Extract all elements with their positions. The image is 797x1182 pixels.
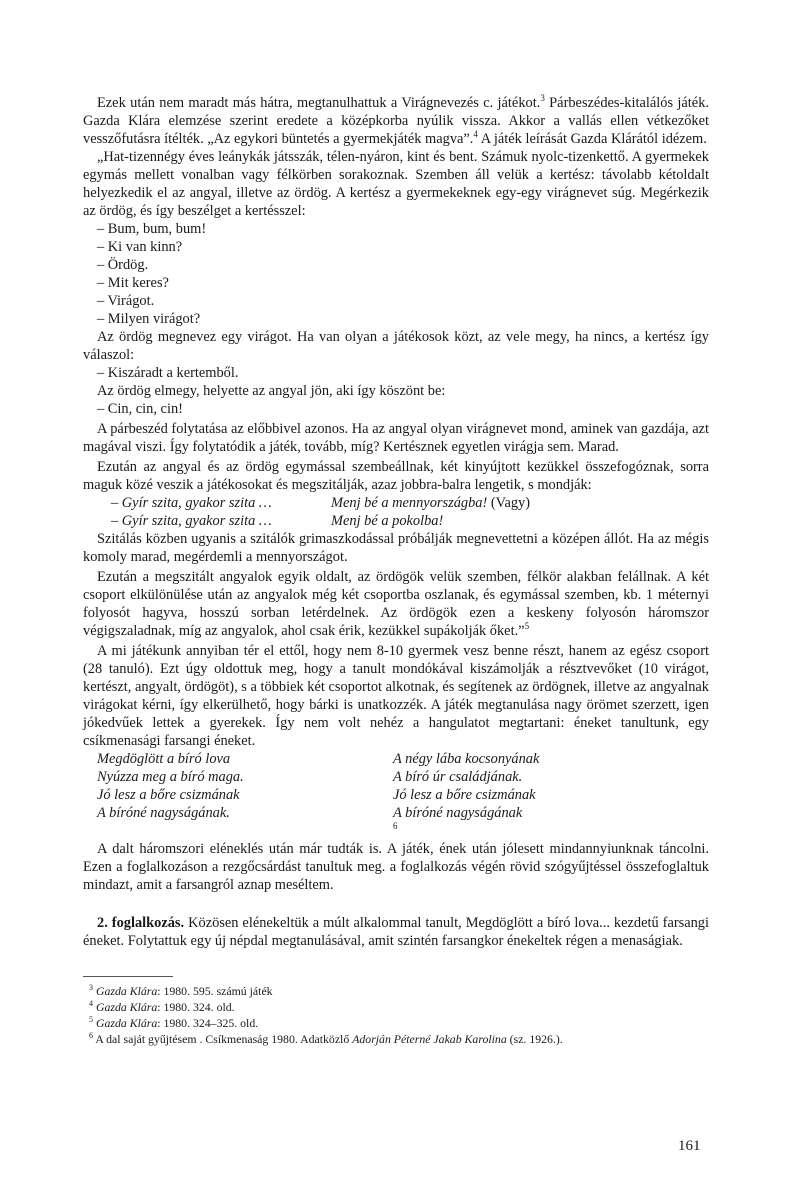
paragraph: A mi játékunk annyiban tér el ettől, hogy nem 8-10 gyermek vesz benne részt, hanem az egész csoport (28 tanuló). Ezt úgy oldottuk meg, hogy a tanult mondókával kiszámolják a résztvevőket (10 virágot, kertészt, angyalt, ördögöt), s a többiek két csoportot alkotnak, és segítenek az ördögnek, illetve az angyalnak virágokat kérni, így elkerülhető, hogy bárki is unatkozzék. A játék megtanulása nagy örömet szerzett, igen jókedvűek lettek a gyerekek. Így nem volt nehéz a hangulatot megtartani: éneket tanultunk, egy csíkmenasági farsangi éneket. bbox=[83, 643, 709, 749]
footnote bbox=[83, 999, 709, 1015]
section-heading: 2. foglalkozás. bbox=[97, 915, 185, 931]
footnote bbox=[83, 983, 709, 999]
footnote-ref[interactable]: 5 bbox=[524, 621, 530, 631]
dialogue-line: – Ördög. bbox=[97, 257, 149, 273]
song-lyrics bbox=[97, 750, 709, 840]
footnote-text: : 1980. 595. számú játék bbox=[157, 984, 273, 998]
footnote-ref[interactable]: 6 bbox=[393, 821, 398, 831]
text: Közösen elénekeltük a múlt alkalommal tanult, Megdöglött a bíró lova... kezdetű farsangi éneket. Folytattuk egy új népdal megtanulásával, amit szintén farsangkor énekeltek régen a menaságiak. bbox=[83, 915, 709, 949]
paragraph bbox=[83, 94, 709, 148]
text: Párbeszédes-kitalálós játék. Gazda Klára elemzése szerint eredete a középkorba nyúlik vissza. Akkor a vallás ellen vétkezőket vesszőfutásra ítélték. „Az egykori büntetés a gyermekjáték magva”. bbox=[83, 95, 709, 147]
dialogue-line: – Kiszáradt a kertemből. bbox=[97, 365, 239, 381]
text: Ezután a megszitált angyalok egyik oldalt, az ördögök velük szemben, félkör alakban felállnak. A két csoport elkülönülése után az angyalok még két csoportba oszlanak, és egymással szemben, kb. 1 méternyi folyosót hagyva, hosszú sorban letérdelnek. Az ördögök ezen a keskeny folyosón háromszor végigszaladnak, míg az angyalok, ahol csak érik, kezükkel supákolják őket.” bbox=[83, 569, 709, 639]
paragraph: „Hat-tizennégy éves leánykák játsszák, télen-nyáron, kint és bent. Számuk nyolc-tizenkettő. A gyermekek egymás mellett vonalban vagy félkörben sorakoznak. Szemben áll velük a kertész: távolabb kétoldalt helyezkedik el az angyal, illetve az ördög. A kertész a gyermekeknek egy-egy virágnevet súg. Megérkezik az ördög, és így beszélget a kertésszel: bbox=[83, 149, 709, 219]
chant-right: Menj bé a pokolba! bbox=[331, 513, 444, 529]
chant-right-note: (Vagy) bbox=[487, 495, 531, 511]
lyric-line: Megdöglött a bíró lova bbox=[97, 751, 231, 767]
lyric-text: A bíróné nagyságának bbox=[393, 805, 523, 821]
dialogue-line: – Mit keres? bbox=[97, 275, 169, 291]
footnote-number: 4 bbox=[89, 999, 93, 1008]
footnote-text: : 1980. 324. old. bbox=[157, 1000, 235, 1014]
paragraph: Ezután az angyal és az ördög egymással szembeállnak, két kinyújtott kezükkel összefogóznak, sorra maguk közé veszik a játékosokat és megszitálják, azaz jobbra-balra lengetik, s mondják: bbox=[83, 459, 709, 493]
paragraph: A dalt háromszori eléneklés után már tudták is. A játék, ének után jólesett mindannyiunknak táncolni. Ezen a foglalkozáson a rezgőcsárdást tanultuk meg. a foglalkozás végén rövid szógyűjtéssel összefoglaltuk mindazt, amit a farsangról aznap meséltem. bbox=[83, 841, 709, 893]
footnote-text: : 1980. 324–325. old. bbox=[157, 1016, 259, 1030]
paragraph bbox=[83, 914, 709, 950]
footnote-number: 6 bbox=[89, 1031, 93, 1040]
footnote-ref[interactable]: 4 bbox=[473, 129, 478, 139]
chant-line bbox=[83, 494, 709, 512]
paragraph: A párbeszéd folytatása az előbbivel azonos. Ha az angyal olyan virágnevet mond, aminek van gazdája, azt magával viszi. Így folytatódik a játék, tovább, míg? Kertésznek egyetlen virágja sem. Marad. bbox=[83, 421, 709, 455]
dialogue-line: – Cin, cin, cin! bbox=[97, 401, 183, 417]
dialogue-line: – Virágot. bbox=[97, 293, 155, 309]
lyric-line: A négy lába kocsonyának bbox=[393, 751, 540, 767]
text: Ezek után nem maradt más hátra, megtanulhattuk a Virágnevezés c. játékot. bbox=[97, 95, 541, 111]
footnote-ref[interactable]: 3 bbox=[540, 93, 545, 103]
chant-right-italic: Menj bé a mennyországba! bbox=[331, 495, 488, 511]
footnote-text: (sz. 1926.). bbox=[506, 1032, 563, 1046]
footnote bbox=[83, 1031, 709, 1047]
footnote-author: Gazda Klára bbox=[95, 1016, 158, 1030]
chant-left: – Gyír szita, gyakor szita … bbox=[111, 495, 272, 511]
dialogue-line: – Milyen virágot? bbox=[97, 311, 201, 327]
footnote-informant: Adorján Péterné Jakab Karolina bbox=[352, 1032, 507, 1046]
paragraph bbox=[83, 568, 709, 640]
paragraph: Az ördög megnevez egy virágot. Ha van olyan a játékosok közt, az vele megy, ha nincs, a kertész így válaszol: bbox=[83, 329, 709, 363]
footnote-text: A dal saját gyűjtésem . Csíkmenaság 1980. Adatközlő bbox=[95, 1032, 353, 1046]
text: A játék leírását Gazda Klárától idézem. bbox=[477, 131, 707, 147]
dialogue-line: – Ki van kinn? bbox=[97, 239, 183, 255]
dialogue-line: – Bum, bum, bum! bbox=[97, 221, 207, 237]
lyric-line: Jó lesz a bőre csizmának bbox=[393, 787, 536, 803]
page-number: 161 bbox=[678, 1138, 701, 1154]
page-body bbox=[83, 94, 709, 1047]
lyric-line: Jó lesz a bőre csizmának bbox=[97, 787, 240, 803]
paragraph: Az ördög elmegy, helyette az angyal jön, aki így köszönt be: bbox=[97, 383, 446, 399]
chant-left: – Gyír szita, gyakor szita … bbox=[111, 513, 272, 529]
footnote-divider bbox=[83, 976, 173, 977]
footnote-author: Gazda Klára bbox=[95, 984, 158, 998]
lyric-line bbox=[393, 804, 693, 840]
footnote-author: Gazda Klára bbox=[95, 1000, 158, 1014]
footnote-number: 5 bbox=[89, 1015, 93, 1024]
chant-right bbox=[317, 494, 530, 512]
footnote-number: 3 bbox=[89, 983, 93, 992]
lyric-line: Nyúzza meg a bíró maga. bbox=[97, 769, 244, 785]
lyric-line: A bíró úr családjának. bbox=[393, 769, 523, 785]
lyric-line: A bíróné nagyságának. bbox=[97, 805, 230, 821]
footnote bbox=[83, 1015, 709, 1031]
chant-line bbox=[83, 512, 709, 530]
paragraph: Szitálás közben ugyanis a szitálók grimaszkodással próbálják megnevettetni a középen állót. Ha az mégis komoly marad, megérdemli a mennyországot. bbox=[83, 531, 709, 565]
